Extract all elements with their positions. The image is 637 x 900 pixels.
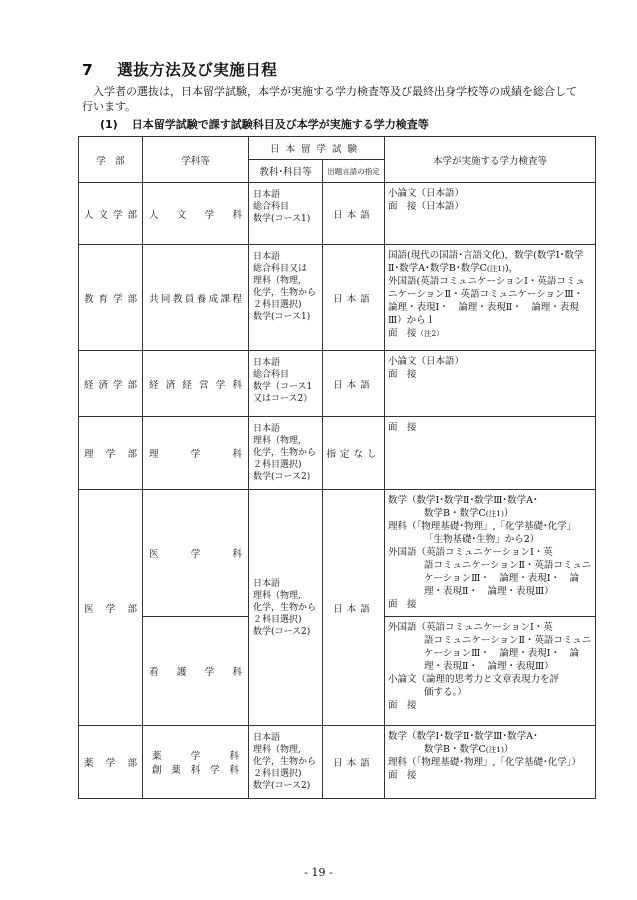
eju-subjects-cell [249, 245, 323, 351]
exam-text: 「生物基礎･生物」から2） [424, 534, 540, 545]
faculty-cell: 薬学部 [79, 726, 143, 799]
subject-line: 数学（コース1 [253, 382, 313, 392]
subject-line: 数学(コース2) [253, 781, 311, 791]
subject-line: 数学(コース1) [253, 214, 311, 224]
university-exam-cell [385, 490, 596, 617]
exam-text: 外国語（英語コミュニケーションⅠ・英 [388, 547, 553, 558]
eju-language-cell: 日本語 [323, 726, 385, 799]
eju-subjects-cell [249, 726, 323, 799]
exam-line [388, 275, 592, 327]
exam-text: 面 接 [388, 700, 417, 711]
exam-line [388, 368, 592, 381]
program-cell: 共同教員養成課程 [143, 245, 249, 351]
header-eju: 日本留学試験 [249, 137, 385, 160]
program-cell: 看護学科 [143, 617, 249, 726]
exam-line [388, 730, 592, 743]
exam-line [388, 686, 592, 699]
exam-text: 語コミュニケーションⅡ・英語コミュニケーションⅢ・ 論理・表現Ⅰ・ 論理・表現Ⅱ・ 論理・表現Ⅲ） [424, 560, 592, 597]
program-cell: 人文学科 [143, 183, 249, 245]
eju-subjects-cell [249, 183, 323, 245]
exam-line [388, 559, 592, 598]
exam-line [388, 546, 592, 559]
program-line: 創薬科学科 [152, 765, 239, 776]
subject-line: 理科（物理, [253, 590, 301, 601]
program-cell: 医学科 [143, 490, 249, 617]
exam-text: 面 接（日本語） [388, 201, 465, 212]
subject-line: ２科目選択) [253, 300, 302, 310]
exam-text: 数学B・数学C [424, 508, 486, 519]
exam-line [388, 421, 592, 434]
exam-line [388, 507, 592, 520]
exam-text: 価する。） [424, 687, 467, 698]
subject-line: 理科（物理, [253, 745, 301, 755]
header-subjects: 教科･科目等 [249, 160, 323, 183]
exam-text: 小論文（論理的思考力と文章表現力を評 [388, 674, 560, 685]
faculty-cell: 理学部 [79, 417, 143, 490]
exam-line [388, 355, 592, 368]
exam-line [388, 743, 592, 756]
exam-text: 面 接 [388, 369, 417, 380]
exam-line [388, 634, 592, 673]
subject-line: 又はコース2） [253, 394, 313, 404]
subject-line: 理科（物理, [253, 276, 301, 286]
exam-line [388, 520, 592, 533]
exam-text: 理科（「物理基礎･物理」,「化学基礎･化学」 [388, 521, 577, 532]
exam-line [388, 756, 592, 769]
intro-paragraph: 入学者の選抜は，日本留学試験，本学が実施する学力検査等及び最終出身学校等の成績を総合して行います。 [82, 85, 577, 113]
header-program: 学科等 [143, 137, 249, 183]
university-exam-cell [385, 726, 596, 799]
page-number: - 19 - [304, 866, 333, 879]
exam-line [388, 598, 592, 611]
exam-text: 面 接 [388, 770, 417, 781]
subject-line: 化学，生物から [253, 757, 317, 767]
eju-subjects-cell [249, 417, 323, 490]
university-exam-cell [385, 183, 596, 245]
subject-line: 日本語 [253, 252, 281, 262]
subsection-heading [100, 116, 429, 132]
program-cell: 経済経営学科 [143, 351, 249, 417]
exam-line [388, 200, 592, 213]
subject-line: 化学，生物から [253, 288, 317, 298]
exam-note: (注1) [485, 509, 504, 518]
exam-text: 理科（「物理基礎･物理」,「化学基礎･化学」） [388, 757, 582, 768]
subject-line: 総合科目 [253, 202, 290, 212]
exam-text: 数学（数学Ⅰ･数学Ⅱ･数学Ⅲ･数学A･ [388, 495, 538, 506]
exam-text: 外国語(英語コミュニケーションⅠ・英語コミュニケーションⅡ・英語コミュニケーションⅢ・ 論理・表現Ⅰ・ 論理・表現Ⅱ・ 論理・表現Ⅲ）から１ [388, 276, 593, 326]
subject-line: 数学(コース2) [253, 472, 311, 482]
faculty-cell: 教育学部 [79, 245, 143, 351]
eju-language-cell: 指定なし [323, 417, 385, 490]
exam-line [388, 621, 592, 634]
exam-line [388, 673, 592, 686]
exam-text: 面 接 [388, 422, 417, 433]
subject-line: 日本語 [253, 358, 281, 368]
faculty-cell: 経済学部 [79, 351, 143, 417]
exam-text: 面 接 [388, 328, 417, 339]
section-title: 選抜方法及び実施日程 [117, 61, 278, 79]
program-cell: 理学科 [143, 417, 249, 490]
exam-text: 数学B・数学C [424, 744, 486, 755]
faculty-cell: 人文学部 [79, 183, 143, 245]
exam-note: (注1) [486, 264, 505, 273]
subject-line: 日本語 [253, 424, 281, 434]
exam-line [388, 249, 592, 275]
exam-line [388, 769, 592, 782]
subsection-number: (1) [100, 118, 118, 131]
eju-language-cell: 日本語 [323, 351, 385, 417]
subject-line: ２科目選択) [253, 460, 302, 470]
subject-line: 理科（物理, [253, 436, 301, 446]
header-university: 本学が実施する学力検査等 [385, 137, 596, 183]
table-row [79, 245, 596, 351]
subject-line: ２科目選択) [253, 614, 302, 625]
eju-subjects-cell [249, 490, 323, 726]
exam-line [388, 327, 592, 340]
exam-tail: )， [504, 263, 519, 274]
subject-line: 数学(コース1) [253, 312, 311, 322]
table-row [79, 417, 596, 490]
table-row [79, 351, 596, 417]
table-row [79, 183, 596, 245]
exam-text: 小論文（日本語） [388, 356, 465, 367]
exam-text: 外国語（英語コミュニケーションⅠ・英 [388, 622, 553, 633]
exam-text: 面 接 [388, 599, 417, 610]
exam-line [388, 187, 592, 200]
subject-line: 日本語 [253, 578, 281, 589]
exam-subjects-table [78, 136, 596, 799]
eju-subjects-cell [249, 351, 323, 417]
subject-line: 総合科目又は [253, 264, 308, 274]
exam-text: 語コミュニケーションⅡ・英語コミュニケーションⅢ・ 論理・表現Ⅰ・ 論理・表現Ⅱ・ 論理・表現Ⅲ） [424, 635, 592, 672]
header-language: 出題言語の指定 [323, 160, 385, 183]
table-body [79, 183, 596, 799]
faculty-cell: 医学部 [79, 490, 143, 726]
eju-language-cell: 日本語 [323, 245, 385, 351]
subject-line: 化学，生物から [253, 602, 317, 613]
section-number: 7 [82, 61, 94, 79]
subject-line: 数学(コース2) [253, 626, 311, 637]
table-row [79, 490, 596, 617]
table-row [79, 726, 596, 799]
exam-tail: ） [503, 508, 514, 519]
eju-language-cell: 日本語 [323, 183, 385, 245]
exam-tail: ） [503, 744, 514, 755]
program-line: 薬学科 [152, 751, 239, 762]
university-exam-cell [385, 351, 596, 417]
exam-note: （注2） [416, 329, 444, 338]
exam-text: 国語(現代の国語･言語文化)，数学(数学Ⅰ･数学Ⅱ･数学A･数学B･数学C [388, 250, 584, 274]
exam-line [388, 699, 592, 712]
program-cell [143, 726, 249, 799]
eju-language-cell: 日本語 [323, 490, 385, 726]
exam-line [388, 494, 592, 507]
exam-note: (注1) [485, 745, 504, 754]
section-heading [82, 58, 277, 80]
exam-text: 小論文（日本語） [388, 188, 465, 199]
subject-line: 日本語 [253, 190, 281, 200]
header-faculty: 学 部 [79, 137, 143, 183]
subject-line: 日本語 [253, 733, 281, 743]
subject-line: 化学，生物から [253, 448, 317, 458]
university-exam-cell [385, 245, 596, 351]
subject-line: 総合科目 [253, 370, 290, 380]
subsection-title: 日本留学試験で課す試験科目及び本学が実施する学力検査等 [131, 118, 429, 131]
university-exam-cell [385, 617, 596, 726]
subject-line: ２科目選択) [253, 769, 302, 779]
university-exam-cell [385, 417, 596, 490]
exam-line [388, 533, 592, 546]
exam-text: 数学（数学Ⅰ･数学Ⅱ･数学Ⅲ･数学A･ [388, 731, 538, 742]
